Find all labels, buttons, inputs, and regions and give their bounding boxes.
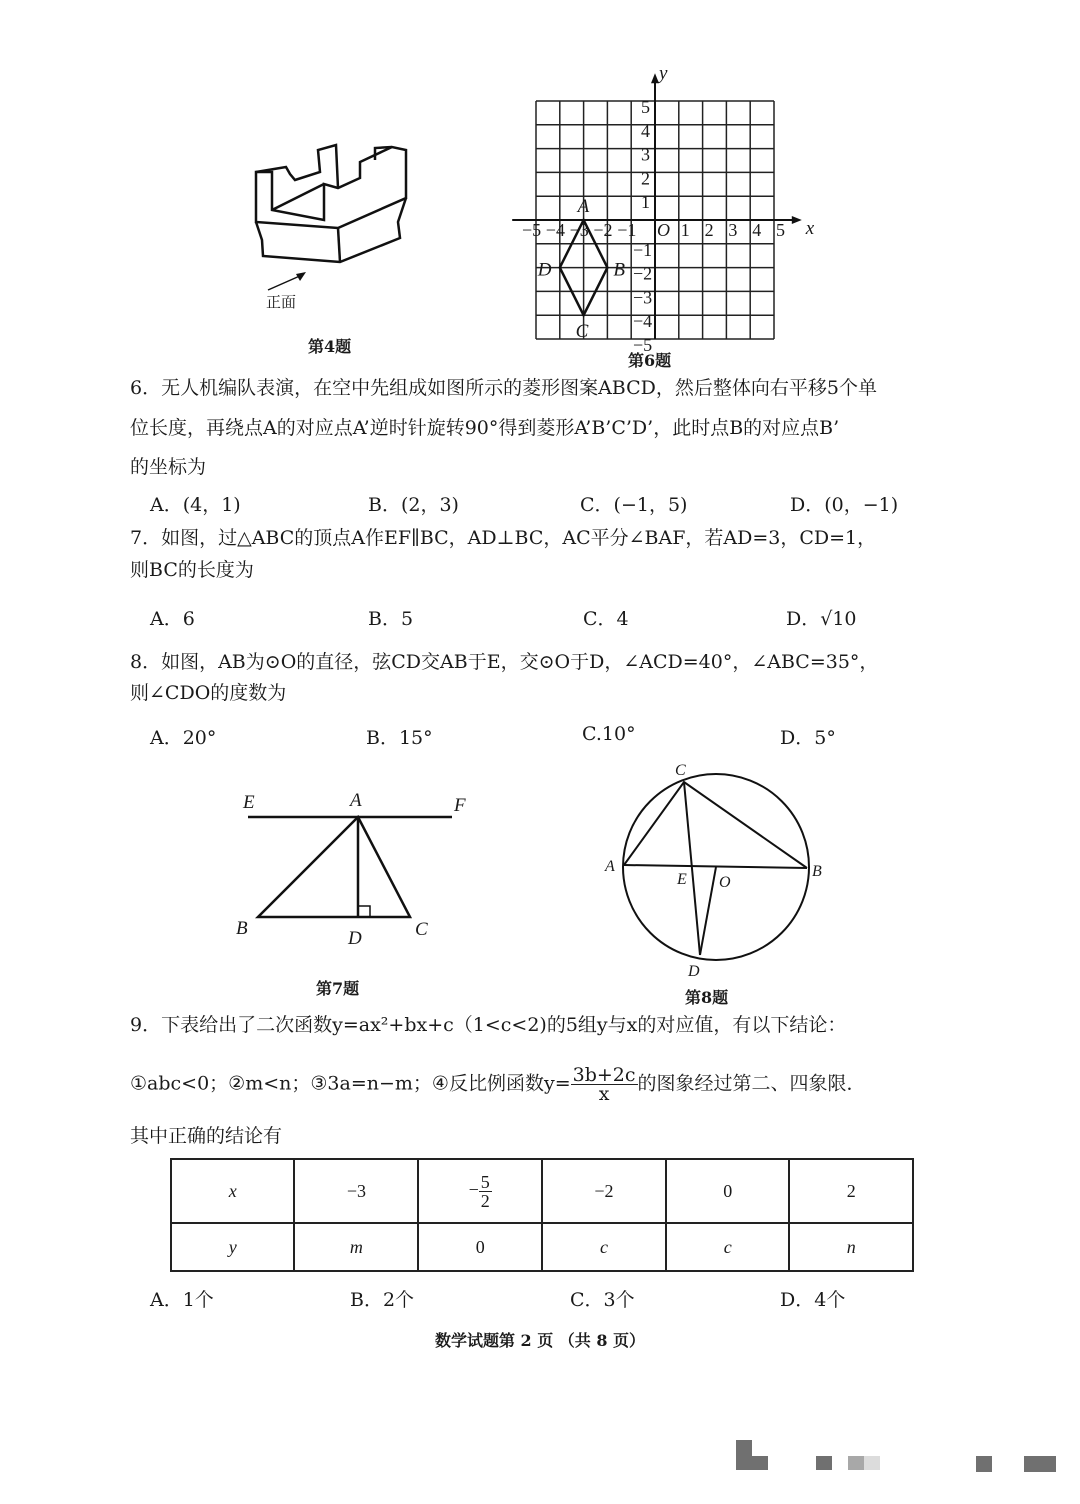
fig8-label-b: B — [812, 863, 822, 880]
fig8-label-o: O — [719, 874, 731, 891]
q6-option-a: A．(4，1) — [150, 494, 241, 516]
origin-label: O — [657, 220, 670, 240]
q6-line-2: 位长度，再绕点A的对应点A’逆时针旋转90°得到菱形A’B’C’D’，此时点B的对应点B’ — [130, 417, 840, 439]
table-cell: −2 — [542, 1159, 666, 1223]
x-tick-label: −1 — [617, 220, 637, 240]
fig7-label-b: B — [236, 918, 248, 939]
point-label-b: B — [613, 259, 626, 281]
x-tick-label: −4 — [545, 220, 565, 240]
q8-option-b: B．15° — [366, 727, 433, 749]
x-tick-label: −2 — [593, 220, 613, 240]
q6-option-b: B．(2，3) — [368, 494, 459, 516]
q9-fraction-denominator: x — [598, 1083, 610, 1105]
q9-fraction-numerator: 3b+2c — [572, 1064, 636, 1086]
q6-option-c: C．(−1，5) — [580, 494, 688, 516]
x-tick-label: 5 — [776, 220, 785, 240]
page-footer: 数学试题第 2 页 （共 8 页） — [434, 1331, 646, 1350]
y-tick-label: −2 — [633, 263, 653, 284]
q9-option-c: C．3个 — [570, 1289, 635, 1311]
q9-line-1: 9．下表给出了二次函数y=ax²+bx+c（1<c<2)的5组y与x的对应值，有以下结论： — [130, 1014, 847, 1036]
x-tick-label: 1 — [680, 220, 690, 240]
fig7-label-f: F — [454, 795, 466, 816]
q9-conclusions: ①abc<0；②m<n；③3a=n−m；④反比例函数y= — [130, 1072, 571, 1095]
table-cell: 0 — [418, 1223, 542, 1271]
table-row — [171, 1159, 913, 1223]
q7-option-a: A．6 — [150, 608, 195, 630]
q7-option-d: D．√10 — [786, 608, 857, 630]
fig8-label-e: E — [677, 871, 687, 888]
y-tick-label: −1 — [633, 239, 653, 260]
q8-option-a: A．20° — [150, 727, 217, 749]
point-label-a: A — [577, 196, 590, 217]
front-label: 正面 — [266, 293, 297, 311]
figure-4-caption: 第4题 — [308, 337, 352, 356]
x-tick-label: 2 — [704, 220, 714, 240]
table-row — [171, 1223, 913, 1271]
q6-line-1: 6．无人机编队表演，在空中先组成如图所示的菱形图案ABCD，然后整体向右平移5个单 — [130, 377, 877, 399]
table-cell: c — [666, 1223, 790, 1271]
q9-value-table — [170, 1158, 914, 1272]
fig8-label-d: D — [688, 963, 700, 980]
fig7-label-c: C — [415, 919, 428, 940]
fraction-numerator: 5 — [480, 1171, 490, 1192]
table-cell: y — [171, 1223, 294, 1271]
x-tick-label: −3 — [569, 220, 589, 240]
q8-line-1: 8．如图，AB为⊙O的直径，弦CD交AB于E，交⊙O于D，∠ACD=40°，∠ABC=35°， — [130, 651, 879, 673]
table-cell: 2 — [789, 1159, 913, 1223]
q7-option-c: C．4 — [583, 608, 629, 630]
q8-line-2: 则∠CDO的度数为 — [130, 682, 287, 704]
x-tick-label: −5 — [522, 220, 542, 240]
table-cell: m — [294, 1223, 418, 1271]
figure-8-caption: 第8题 — [685, 988, 729, 1007]
y-tick-label: 4 — [641, 120, 650, 141]
figure-6-caption: 第6题 — [628, 351, 672, 370]
q8-option-d: D．5° — [780, 727, 836, 749]
table-cell: c — [542, 1223, 666, 1271]
q9-option-d: D．4个 — [780, 1289, 846, 1311]
fig7-label-e: E — [243, 792, 255, 813]
y-tick-label: −3 — [633, 287, 653, 308]
table-cell: 0 — [666, 1159, 790, 1223]
q6-line-3: 的坐标为 — [130, 456, 207, 478]
y-tick-label: −5 — [633, 335, 653, 355]
y-tick-label: 3 — [641, 144, 650, 165]
fraction — [479, 1173, 492, 1210]
q7-line-1: 7．如图，过△ABC的顶点A作EF∥BC，AD⊥BC，AC平分∠BAF，若AD=3，CD=1， — [130, 527, 877, 549]
fig7-label-a: A — [350, 790, 362, 811]
q6-option-d: D．(0，−1) — [790, 494, 899, 516]
fig8-label-a: A — [605, 858, 615, 875]
q7-option-b: B．5 — [368, 608, 414, 630]
table-cell: −3 — [294, 1159, 418, 1223]
x-tick-label: 4 — [752, 220, 762, 240]
q9-option-b: B．2个 — [350, 1289, 415, 1311]
table-cell — [418, 1159, 542, 1223]
q9-fraction — [571, 1066, 638, 1103]
y-axis-label: y — [659, 63, 668, 85]
fig7-label-d: D — [348, 928, 362, 949]
y-tick-label: 5 — [641, 97, 650, 117]
fig8-label-c: C — [675, 762, 686, 779]
y-tick-label: −4 — [633, 311, 653, 332]
q9-line-3: 其中正确的结论有 — [130, 1125, 283, 1147]
q7-line-2: 则BC的长度为 — [130, 559, 254, 581]
q9-option-a: A．1个 — [150, 1289, 214, 1311]
point-label-d: D — [537, 259, 552, 281]
x-tick-label: 3 — [728, 220, 738, 240]
figure-7-caption: 第7题 — [316, 979, 360, 998]
y-tick-label: 1 — [641, 192, 650, 213]
fraction-sign: − — [468, 1179, 479, 1200]
fraction-denominator: 2 — [480, 1190, 490, 1211]
q9-conclusion-tail: 的图象经过第二、四象限． — [637, 1072, 866, 1095]
table-cell: n — [789, 1223, 913, 1271]
q9-line-2 — [130, 1066, 866, 1103]
point-label-c: C — [575, 321, 589, 343]
table-cell: x — [171, 1159, 294, 1223]
x-axis-label: x — [805, 218, 815, 239]
y-tick-label: 2 — [641, 168, 650, 189]
q8-option-c: C.10° — [582, 723, 636, 745]
